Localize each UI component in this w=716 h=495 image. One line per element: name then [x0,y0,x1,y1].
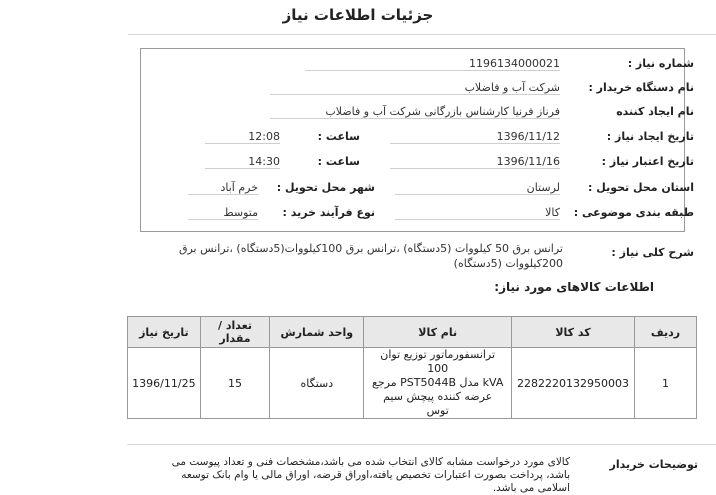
valid-date-value: 1396/11/16 [390,155,560,169]
creator-value: فرناز فرنیا کارشناس بازرگانی شرکت آب و فاضلاب [270,105,560,119]
cell-code: 2282220132950003 [511,348,634,419]
city-label: شهر محل تحویل : [276,181,375,194]
col-header-name: نام کالا [364,317,512,348]
buyer-notes-line-3: اسلامی می باشد. [492,482,570,494]
city-value: خرم آباد [188,181,258,195]
category-value: کالا [395,206,560,220]
cell-name [364,348,512,419]
cell-name-line-2: kVA مدل PST5044B مرجع [371,376,504,389]
table-row [128,348,697,419]
buyer-org-value: شرکت آب و فاضلاب [270,81,560,95]
summary-label: شرح کلی نیاز : [611,246,694,259]
province-label: استان محل تحویل : [588,181,694,194]
cell-date: 1396/11/25 [128,348,201,419]
created-time-value: 12:08 [205,130,280,144]
valid-time-label: ساعت : [317,155,360,168]
buyer-notes-line-2: باشد، پرداخت بصورت اعتبارات تخصیص یافته،اوراق قرضه، اوراق مالی یا وام بانک توسعه [181,469,570,481]
cell-name-line-3: عرضه کننده پیچش سیم توس [383,390,493,417]
page-title: جزئیات اطلاعات نیاز [282,6,434,24]
buyer-org-label: نام دستگاه خریدار : [588,81,694,94]
creator-label: نام ایجاد کننده [616,105,694,118]
col-header-row: ردیف [634,317,696,348]
cell-row-number: 1 [634,348,696,419]
col-header-code: کد کالا [511,317,634,348]
summary-line-1: ترانس برق 50 کیلووات (5دستگاه) ،ترانس برق 100کیلووات(5دستگاه) ،ترانس برق [178,242,563,255]
buyer-notes-line-1: کالای مورد درخواست مشابه کالای انتخاب شده می باشد،مشخصات فنی و تعداد پیوست می [171,456,570,468]
col-header-date: تاریخ نیاز [128,317,201,348]
created-date-value: 1396/11/12 [390,130,560,144]
created-date-label: تاریخ ایجاد نیاز : [606,130,694,143]
cell-unit: دستگاه [270,348,364,419]
title-divider [128,34,716,35]
province-value: لرستان [395,181,560,195]
cell-name-line-1: ترانسفورماتور توزیع توان 100 [380,348,496,375]
buyer-notes-label: توضیحات خریدار [609,458,698,471]
need-number-value: 1196134000021 [305,57,560,71]
summary-line-2: 200کیلووات (5دستگاه) [453,257,563,270]
goods-table [127,316,697,419]
col-header-unit: واحد شمارش [270,317,364,348]
created-time-label: ساعت : [317,130,360,143]
valid-date-label: تاریخ اعتبار نیاز : [601,155,694,168]
col-header-qty: تعداد / مقدار [200,317,270,348]
buyer-notes [130,456,570,495]
valid-time-value: 14:30 [205,155,280,169]
process-value: متوسط [188,206,258,220]
cell-qty: 15 [200,348,270,419]
need-number-label: شماره نیاز : [627,57,694,70]
process-label: نوع فرآیند خرید : [282,206,375,219]
goods-section-title: اطلاعات کالاهای مورد نیاز: [494,280,654,294]
category-label: طبقه بندی موضوعی : [573,206,694,219]
notes-divider [127,444,716,445]
